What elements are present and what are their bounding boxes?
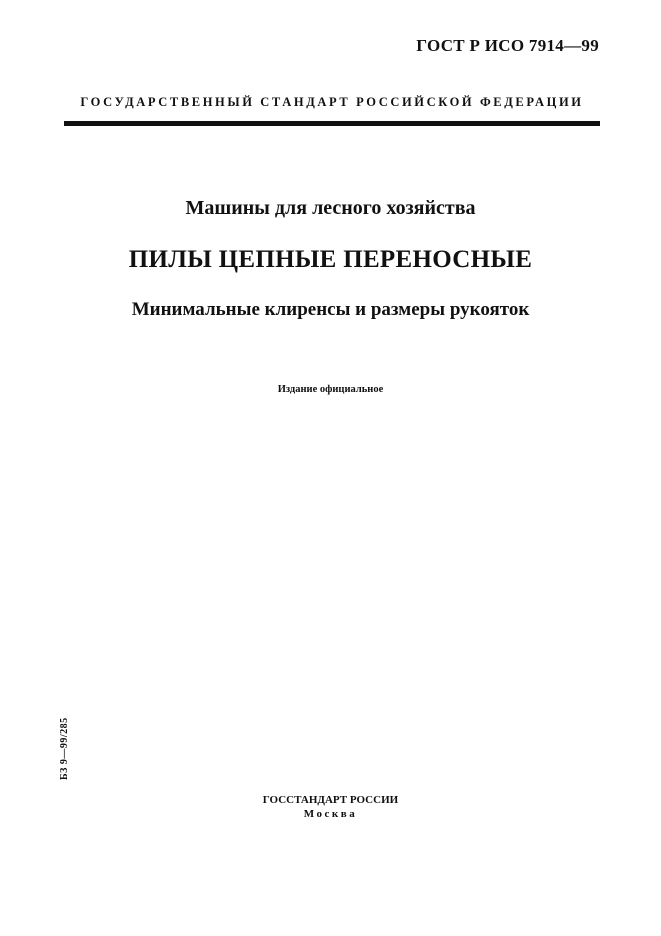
document-subject: Минимальные клиренсы и размеры рукояток bbox=[131, 299, 530, 320]
side-code: БЗ 9—99/285 bbox=[59, 717, 70, 780]
publisher-city: Москва bbox=[303, 808, 358, 820]
publisher: ГОССТАНДАРТ РОССИИ bbox=[262, 794, 399, 806]
document-number: ГОСТ Р ИСО 7914—99 bbox=[416, 36, 599, 55]
document-title: ПИЛЫ ЦЕПНЫЕ ПЕРЕНОСНЫЕ bbox=[128, 246, 533, 273]
standard-header: ГОСУДАРСТВЕННЫЙ СТАНДАРТ РОССИЙСКОЙ ФЕДЕРАЦИИ bbox=[80, 95, 584, 109]
document-subtitle: Машины для лесного хозяйства bbox=[185, 197, 476, 219]
edition-note: Издание официальное bbox=[277, 384, 384, 395]
header-rule bbox=[64, 121, 600, 126]
